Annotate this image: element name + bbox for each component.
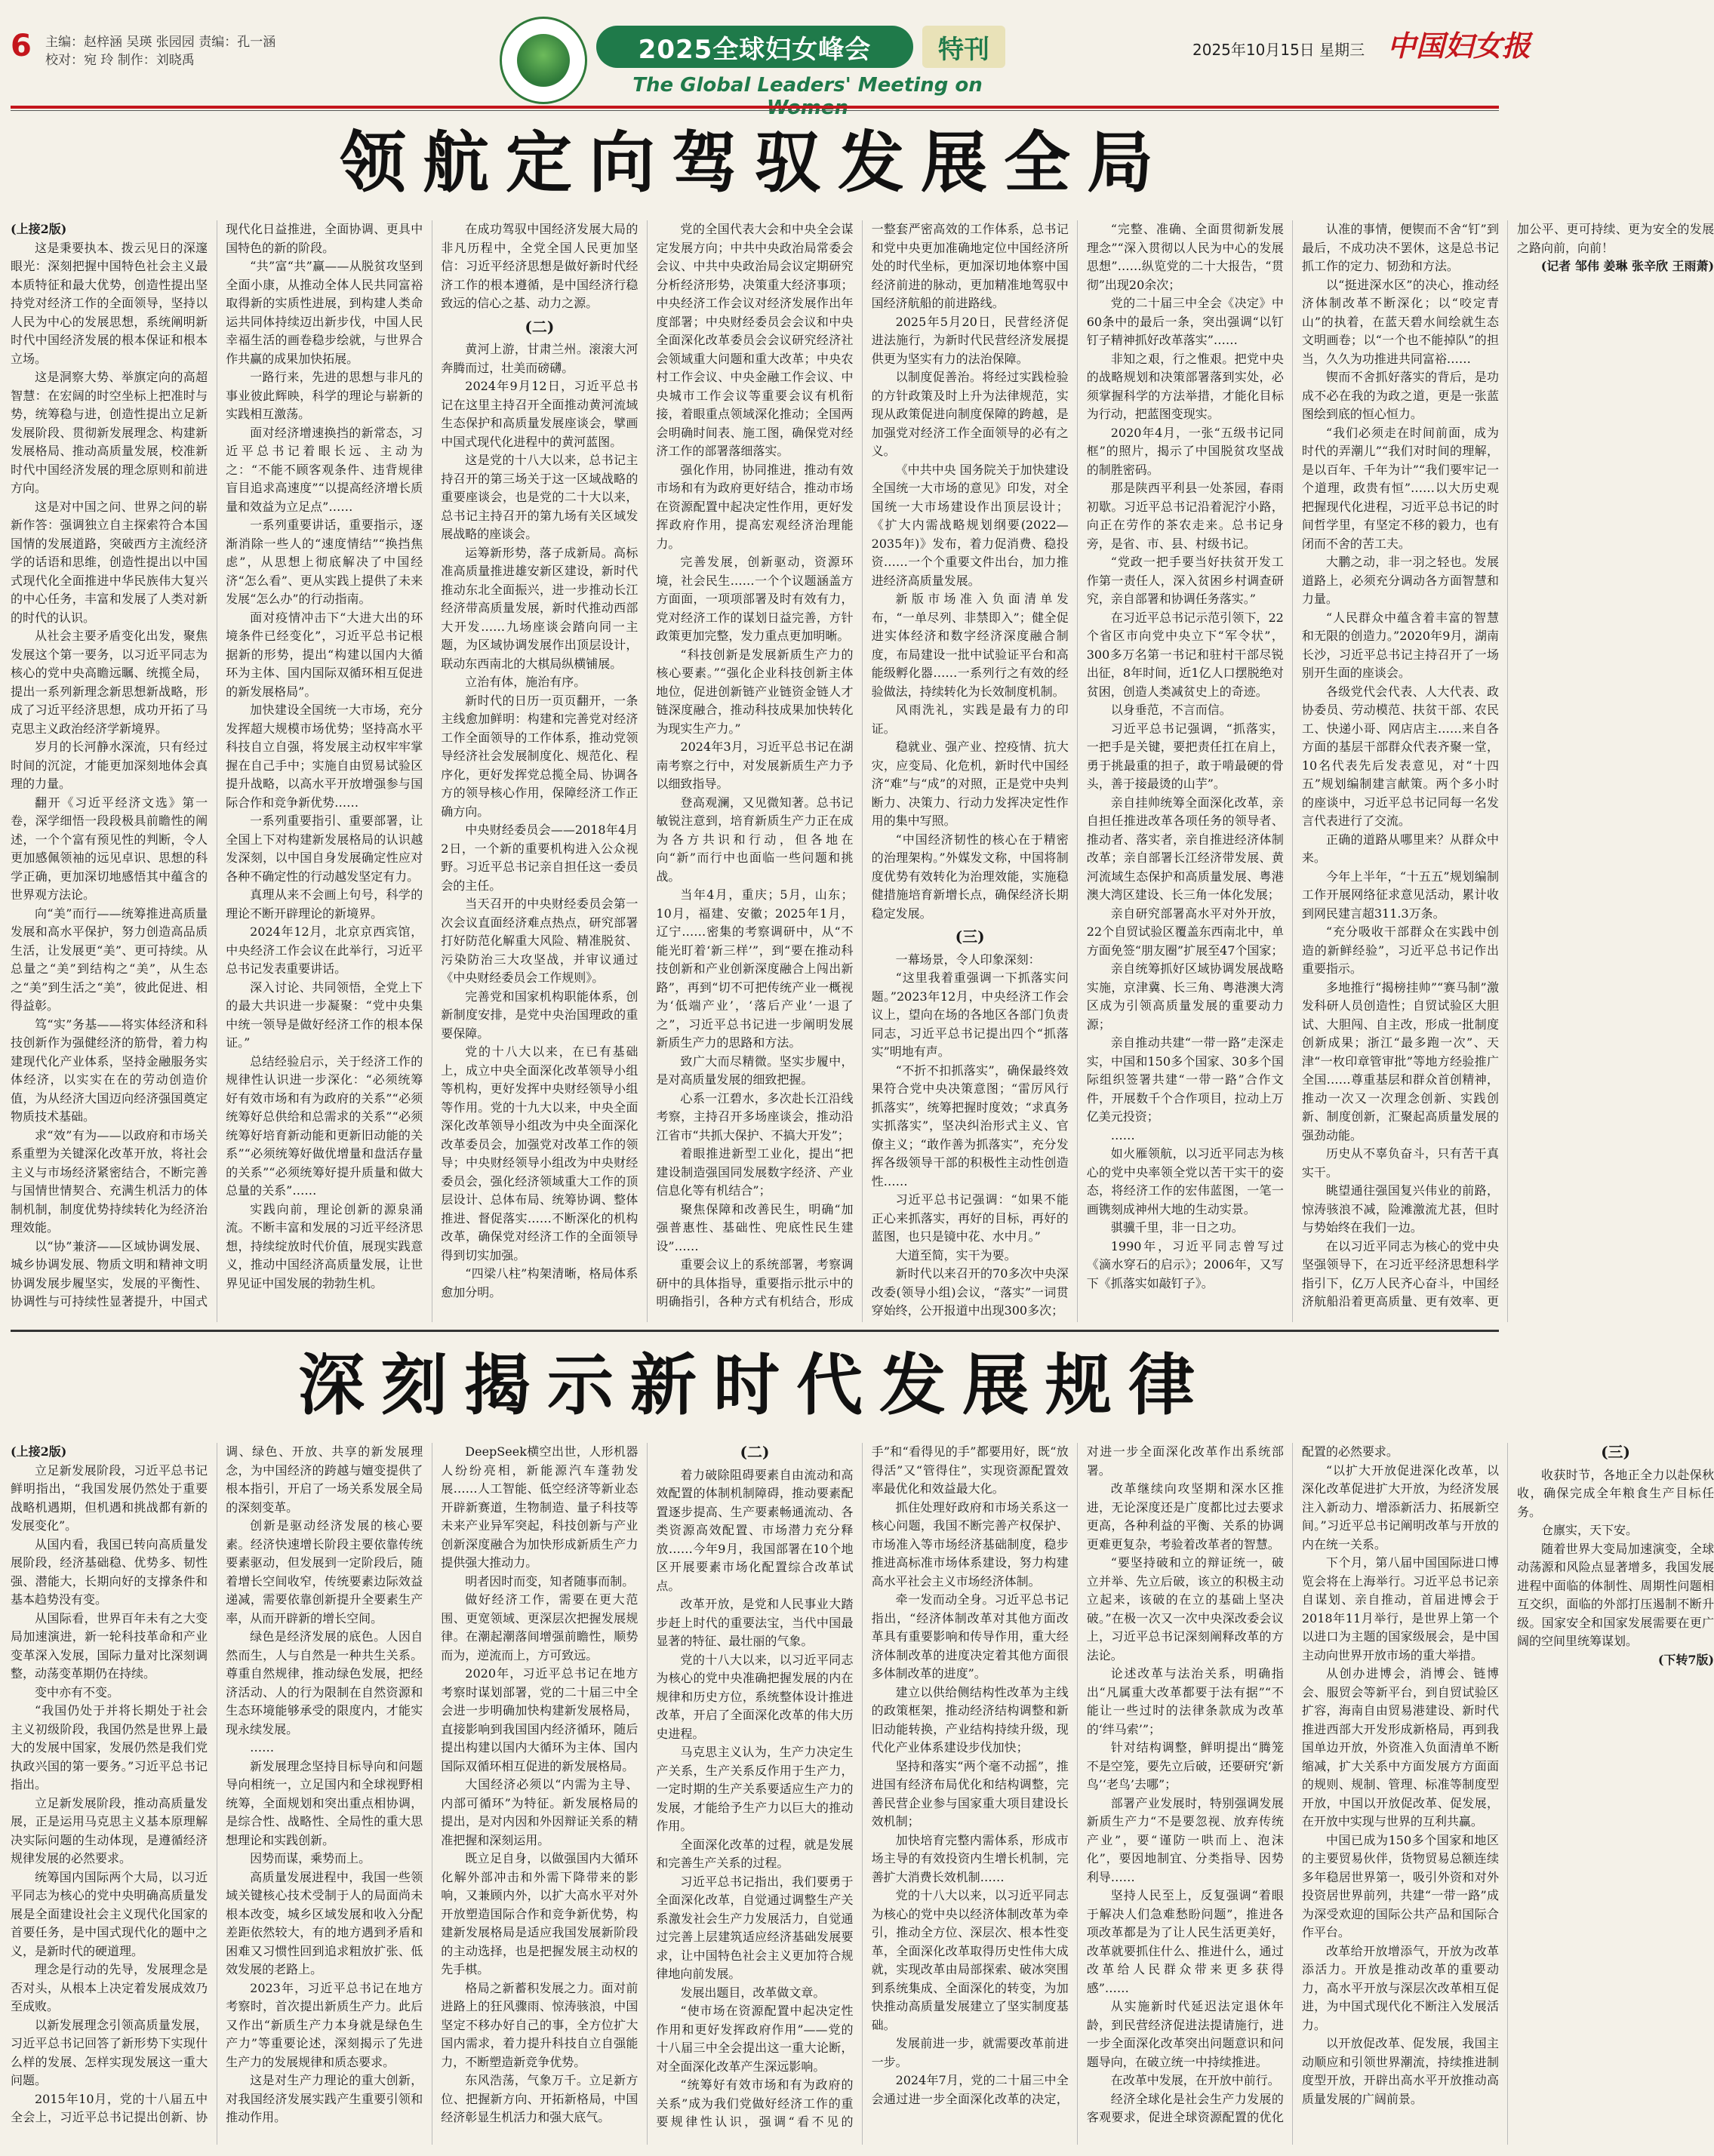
article-paragraph: 高质量发展进程中，我国一些领域关键核心技术受制于人的局面尚未根本改变，城乡区域发展和收入分配差距依然较大，有的地方遇到矛盾和困难又习惯性回到追求粗放扩张、低效发展的老路上。: [226, 1869, 423, 1976]
article-paragraph: 稳就业、强产业、控疫情、抗大灾，应变局、化危机，新时代中国经济“难”与“成”的对照，正是党中央判断力、决策力、行动力发挥决定性作用的集中写照。: [871, 740, 1069, 828]
article-paragraph: 多地推行“揭榜挂帅”“赛马制”激发科研人员创造性；自贸试验区大胆试、大胆闯、自主改，形成一批制度创新成果；浙江“最多跑一次”、天津“一枚印章管审批”等地方经验推广全国……尊重基层和群众首创精神，推动一次又一次理念创新、实践创新、制度创新，汇聚起高质量发展的强劲动能。: [1301, 980, 1499, 1143]
article-paragraph: “不折不扣抓落实”，确保最终效果符合党中央决策意图；“雷厉风行抓落实”，统筹把握时度效；“求真务实抓落实”，坚决纠治形式主义、官僚主义；“敢作善为抓落实”，充分发挥各级领导干部的积极性主动性创造性……: [871, 1063, 1069, 1189]
article-paragraph: 面对经济增速换挡的新常态，习近平总书记着眼长远、主动为之：“不能不顾客观条件、违背规律盲目追求高速度”“以提高经济增长质量和效益为立足点”……: [226, 425, 423, 514]
article-paragraph: 强化作用，协同推进，推动有效市场和有为政府更好结合，推动市场在资源配置中起决定性作用，更好发挥政府作用，提高宏观经济治理能力。: [656, 462, 854, 551]
article-paragraph: 这是秉要执本、拨云见日的深邃眼光：深刻把握中国特色社会主义最本质特征和最大优势，创造性提出坚持党对经济工作的全面领导，坚持以人民为中心的发展思想，系统阐明新时代中国经济发展的根本保证和根本立场。: [11, 240, 208, 366]
header-rule: [11, 106, 1499, 109]
article-paragraph: ……: [1110, 1127, 1135, 1143]
article-paragraph: 明者因时而变，知者随事而制。: [465, 1573, 635, 1589]
article-paragraph: 党的十八大以来，以习近平同志为核心的党中央以经济体制改革为牵引，推动全方位、深层次、根本性变革，全面深化改革取得历史性伟大成就，实现改革由局部探索、破冰突围到系统集成、全面深化的转变，为加快推动高质量发展建立了坚实制度基础。: [871, 1888, 1069, 2032]
article-paragraph: 2025年5月20日，民营经济促进法施行，为新时代民营经济发展提供更为坚实有力的法治保障。: [871, 314, 1069, 366]
article-paragraph: “要坚持破和立的辩证统一，破立并举、先立后破，该立的积极主动立起来，该破的在立的基础上坚决破。”在极一次又一次中央深改委会议上，习近平总书记深刻阐释改革的方法论。: [1086, 1555, 1284, 1662]
section-heading: (二): [740, 1443, 770, 1461]
editor-line-2: 校对：宛 玲 制作：刘晓禹: [45, 53, 195, 68]
header-thin-rule: [11, 110, 1499, 111]
article-paragraph: 《中共中央 国务院关于加快建设全国统一大市场的意见》印发，对全国统一大市场建设作出顶层设计；《扩大内需战略规划纲要(2022—2035年)》发布，着力促消费、稳投资……一个个重要文件出台，加力推进经济高质量发展。: [871, 462, 1069, 588]
article-paragraph: 真理从来不会画上句号，科学的理论不断开辟理论的新境界。: [226, 887, 423, 921]
article-paragraph: ……: [250, 1740, 275, 1755]
article-paragraph: 非知之艰，行之惟艰。把党中央的战略规划和决策部署落到实处，必须掌握科学的方法举措，才能化目标为行动，把蓝图变现实。: [1086, 351, 1284, 421]
article-paragraph: 统筹国内国际两个大局，以习近平同志为核心的党中央明确高质量发展是全面建设社会主义现代化国家的首要任务，是中国式现代化的题中之义，是新时代的硬道理。: [11, 1869, 208, 1958]
article-paragraph: 致广大而尽精微。坚实步履中，是对高质量发展的细致把握。: [656, 1053, 854, 1087]
article-paragraph: (记者 邹伟 姜琳 张辛欣 王雨萧): [1540, 259, 1714, 273]
article-paragraph: 从国内看，我国已转向高质量发展阶段，经济基础稳、优势多、韧性强、潜能大，长期向好的支撑条件和基本趋势没有变。: [11, 1536, 208, 1607]
article-paragraph: 加快培育完整内需体系，形成市场主导的有效投资内生增长机制，完善扩大消费长效机制……: [871, 1832, 1069, 1884]
article-paragraph: 以身垂范，不言而信。: [1110, 703, 1232, 717]
article-paragraph: 格局之新蓄积发展之力。面对前进路上的狂风骤雨、惊涛骇浪，中国坚定不移办好自己的事，全方位扩大国内需求，着力提升科技自立自强能力，不断塑造新竞争优势。: [441, 1980, 639, 2069]
article-paragraph: 2023年，习近平总书记在地方考察时，首次提出新质生产力。此后又作出“新质生产力本身就是绿色生产力”等重要论述，深刻揭示了先进生产力的发展规律和质态要求。: [226, 1980, 423, 2069]
article-paragraph: 习近平总书记强调：“如果不能正心来抓落实，再好的目标，再好的蓝图，也只是镜中花、水中月。”: [871, 1192, 1069, 1244]
article-paragraph: 东风浩荡，气象万千。立足新方位、把握新方向、开拓新格局，中国经济彰显生机活力和强大底气。: [441, 2073, 639, 2124]
article-paragraph: 收获时节，各地正全力以赴保秋收，确保完成全年粮食生产目标任务。: [1516, 1467, 1714, 1519]
section-heading: (二): [525, 317, 555, 336]
article-paragraph: 立足新发展阶段，推动高质量发展，正是运用马克思主义基本原理解决实际问题的生动体现，是遵循经济规律发展的必然要求。: [11, 1795, 208, 1865]
article-paragraph: 党的十八大以来，在已有基础上，成立中央全面深化改革领导小组等机构，更好发挥中央财经领导小组等作用。党的十九大以来，中央全面深化改革领导小组改为中央全面深化改革委员会，加强党对改革工作的领导；中央财经领导小组改为中央财经委员会，强化经济领域重大工作的顶层设计、总体布局、统筹协调、整体推进、督促落实……不断深化的机构改革，确保党对经济工作的全面领导得到切实加强。: [441, 1044, 639, 1263]
editor-credits: [45, 33, 275, 69]
article-paragraph: 中央财经委员会——2018年4月2日，一个新的重要机构进入公众视野。习近平总书记亲自担任这一委员会的主任。: [441, 823, 639, 893]
article-paragraph: 立足新发展阶段，习近平总书记鲜明指出，“我国发展仍然处于重要战略机遇期，但机遇和挑战都有新的发展变化”。: [11, 1462, 208, 1533]
article-paragraph: 风雨洗礼，实践是最有力的印证。: [871, 703, 1069, 736]
article-paragraph: 1990年，习近平同志曾写过《滴水穿石的启示》；2006年，又写下《抓落实如敲钉子》。: [1086, 1238, 1284, 1290]
article-paragraph: 一系列重要指引、重要部署，让全国上下对构建新发展格局的认识越发深刻，以中国自身发展确定性应对各种不确定性的行动越发坚定有力。: [226, 813, 423, 884]
article-paragraph: 着力破除阻碍要素自由流动和高效配置的体制机制障碍，推动要素配置逐步提高、生产要素畅通流动、各类资源高效配置、市场潜力充分释放……今年9月，我国部署在10个地区开展要素市场化配置综合改革试点。: [656, 1467, 854, 1593]
article-paragraph: 大国经济必须以“内需为主导、内部可循环”为特征。新发展格局的提出，是对内因和外因辩证关系的精准把握和深刻运用。: [441, 1777, 639, 1847]
article-paragraph: 运筹新形势，落子成新局。高标准高质量推进雄安新区建设，新时代推动东北全面振兴，进一步推动长江经济带高质量发展，新时代推动西部大开发……九场座谈会踏向同一主题，为区域协调发展作出顶层设计，联动东西南北的大棋局纵横铺展。: [441, 545, 639, 671]
article-paragraph: 亲自统筹抓好区域协调发展战略实施，京津冀、长三角、粤港澳大湾区成为引领高质量发展的重要动力源；: [1086, 961, 1284, 1032]
article-paragraph: 2015年10月，党的十八届五中全会上，习近平总书记提出创新、协调、绿色、开放、共享的新发展理念，为中国经济的跨越与嬗变提供了根本指引，开启了一场关系发展全局的深刻变革。: [11, 1444, 423, 2124]
article-paragraph: 眺望通往强国复兴伟业的前路，惊涛骇浪不减，险滩激流尤甚，但时与势始终在我们一边。: [1301, 1183, 1499, 1235]
editor-line-1: 主编：赵梓涵 吴瑛 张园园 责编：孔一涵: [45, 35, 276, 50]
article-paragraph: 各级党代会代表、人大代表、政协委员、劳动模范、扶贫干部、农民工、快递小哥、网店店主……来自各方面的基层干部群众代表齐聚一堂，10名代表先后发表意见，对“十四五”规划编制建言献策。两个多小时的座谈中，习近平总书记同每一名发言代表进行了交流。: [1301, 684, 1499, 828]
article-paragraph: 新版市场准入负面清单发布，“一单尽列、非禁即入”；健全促进实体经济和数字经济深度融合制度，布局建设一批中试验证平台和高能级孵化器……一系列行之有效的经验做法，持续转化为长效制度机制。: [871, 592, 1069, 699]
article-paragraph: “党政一把手要当好扶贫开发工作第一责任人，深入贫困乡村调查研究，亲自部署和协调任务落实。”: [1086, 555, 1284, 606]
article-paragraph: 以“协”兼济——区域协调发展、城乡协调发展、物质文明和精神文明协调发展步履坚实，发展的平衡性、协调性与可持续性显著提升，中国式现代化日益推进，全面协调、更具中国特色的新的阶段。: [11, 222, 423, 1309]
article-paragraph: “我国仍处于并将长期处于社会主义初级阶段，我国仍然是世界上最大的发展中国家，发展仍然是我们党执政兴国的第一要务。”习近平总书记指出。: [11, 1703, 208, 1792]
article-paragraph: 锲而不舍抓好落实的背后，是功成不必在我的为政之道，更是一张蓝图绘到底的恒心恒力。: [1301, 370, 1499, 421]
summit-english-title: The Global Leaders' Meeting on: [632, 74, 983, 97]
article-paragraph: 以开放促改革、促发展，我国主动顺应和引领世界潮流，持续推进制度型开放，开辟出高水平开放推动高质量发展的广阔前景。: [1301, 2036, 1499, 2106]
article-paragraph: “人民群众中蕴含着丰富的智慧和无限的创造力。”2020年9月，湖南长沙，习近平总书记主持召开了一场别开生面的座谈会。: [1301, 610, 1499, 680]
article-paragraph: 创新是驱动经济发展的核心要素。经济快速增长阶段主要依靠传统要素驱动，但发展到一定阶段后，随着增长空间收窄，传统要素边际效益递减，需要依靠创新提升全要素生产率，从而开辟新的增长空间。: [226, 1518, 423, 1625]
article-paragraph: 党的十八大以来，以习近平同志为核心的党中央准确把握发展的内在规律和历史方位，系统整体设计推进改革，开启了全面深化改革的伟大历史进程。: [656, 1652, 854, 1741]
article-paragraph: “使市场在资源配置中起决定性作用和更好发挥政府作用”——党的十八届三中全会提出这一重大论断，对全面深化改革产生深远影响。: [656, 2004, 854, 2074]
article2-headline: 深刻揭示新时代发展规律: [297, 1346, 1211, 1424]
article-paragraph: 在成功驾驭中国经济发展大局的非凡历程中，全党全国人民更加坚信：习近平经济思想是做好新时代经济工作的根本遵循，是中国经济行稳致远的信心之基、动力之源。: [441, 222, 639, 310]
summit-banner-title: 2025全球妇女峰会: [596, 26, 913, 68]
article-paragraph: DeepSeek横空出世，人形机器人纷纷亮相，新能源汽车蓬勃发展……人工智能、低空经济等新业态开辟新赛道，生物制造、量子科技等未来产业异军突起，科技创新与产业创新深度融合为加快形成新质生产力提供强大推动力。: [441, 1444, 639, 1570]
article-paragraph: 如火雁领航，以习近平同志为核心的党中央率领全党以苦干实干的姿态，将经济工作的宏伟蓝图，一笔一画镌刻成神州大地的生动实景。: [1086, 1146, 1284, 1216]
article2: [11, 1443, 1714, 2145]
article1-headline: 领航定向驾驭发展全局: [339, 123, 1170, 201]
article-paragraph: “这里我着重强调一下抓落实问题。”2023年12月，中央经济工作会议上，望向在场的各地区各部门负责同志，习近平总书记提出四个“抓落实”明地有声。: [871, 970, 1069, 1059]
article-paragraph: 牵一发而动全身。习近平总书记指出，“经济体制改革对其他方面改革具有重要影响和传导作用，重大经济体制改革的进度决定着其他方面很多体制改革的进度”。: [871, 1592, 1069, 1681]
article-paragraph: 改革开放，是党和人民事业大踏步赶上时代的重要法宝，当代中国最显著的特征、最壮丽的气象。: [656, 1597, 854, 1648]
article-paragraph: 既立足自身，以做强国内大循环化解外部冲击和外需下降带来的影响，又兼顾内外，以扩大高水平对外开放塑造国际合作和竞争新优势，构建新发展格局是适应我国发展新阶段的主动选择，也是把握发展主动权的先手棋。: [441, 1851, 639, 1976]
article-paragraph: 一路行来，先进的思想与非凡的事业彼此辉映，科学的理论与崭新的实践相互激荡。: [226, 370, 423, 421]
article-paragraph: 着眼推进新型工业化，提出“把建设制造强国同发展数字经济、产业信息化等有机结合”；: [656, 1146, 854, 1198]
article-paragraph: 当天召开的中央财经委员会第一次会议直面经济难点热点，研究部署打好防范化解重大风险、精准脱贫、污染防治三大攻坚战，并审议通过《中央财经委员会工作规则》。: [441, 897, 639, 985]
article-paragraph: 针对结构调整，鲜明提出“腾笼不是空笼，要先立后破，还要研究‘新鸟’‘老鸟’去哪”；: [1086, 1740, 1284, 1792]
article2-body: [11, 1443, 1714, 2145]
article-paragraph: (下转7版): [1657, 1652, 1714, 1667]
article-paragraph: “我们必须走在时间前面，成为时代的弄潮儿”“我们对时间的理解，是以百年、千年为计”“我们要牢记一个道理，政贵有恒”……以大历史观把握现代化进程，习近平总书记的时间哲学里，有坚定不移的毅力，也有闭而不舍的苦工夫。: [1301, 425, 1499, 551]
article-paragraph: 加快建设全国统一大市场，充分发挥超大规模市场优势；坚持高水平科技自立自强，将发展主动权牢牢掌握在自己手中；实施自由贸易试验区提升战略，以高水平开放增强参与国际合作和竞争新优势……: [226, 703, 423, 810]
issue-date: 2025年10月15日 星期三: [1192, 41, 1365, 59]
article-paragraph: 亲自推动共建“一带一路”走深走实，中国和150多个国家、30多个国际组织签署共建“一带一路”合作文件，开展数千个合作项目，拉动上万亿美元投资；: [1086, 1035, 1284, 1124]
article1-body: [11, 220, 1714, 1322]
summit-logo-icon: [500, 17, 587, 104]
article-paragraph: 全面深化改革的过程，就是发展和完善生产关系的过程。: [656, 1837, 854, 1870]
article-paragraph: 当年4月，重庆；5月，山东；10月，福建、安徽；2025年1月，辽宁……密集的考察调研中，从“不能光盯着‘新三样’”，到“要在推动科技创新和产业创新深度融合上闯出新路”，再到“切不可把传统产业一概视为‘低端产业’，‘落后产业’一退了之”，习近平总书记进一步阐明发展新质生产力的思路和方法。: [656, 887, 854, 1050]
article-paragraph: 党的全国代表大会和中央全会谋定发展方向；中共中央政治局常委会会议、中共中央政治局会议定期研究分析经济形势，决策重大经济事项；中央经济工作会议对经济发展作出年度部署；中央财经委员会会议和中央全面深化改革委员会会议研究经济社会领域重大问题和重大改革；中央农村工作会议、中央金融工作会议、中央城市工作会议等重要会议有机衔接，着眼重点领域深化推动；全国两会明确时间表、施工图，确保党对经济工作的部署落细落实。: [656, 222, 854, 458]
article-paragraph: 一系列重要讲话，重要指示，逐渐消除一些人的“速度情结”“换挡焦虑”，从思想上彻底解决了中国经济“怎么看”、更从实践上提供了未来发展“怎么办”的行动指南。: [226, 518, 423, 606]
article-paragraph: 新时代的日历一页页翻开，一条主线愈加鲜明：构建和完善党对经济工作全面领导的工作体系，推动党领导经济社会发展制度化、规范化、程序化，更好发挥党总揽全局、协调各方的领导核心作用，保障经济工作正确方向。: [441, 693, 639, 819]
article-paragraph: 下个月，第八届中国国际进口博览会将在上海举行。习近平总书记亲自谋划、亲自推动，首届进博会于2018年11月举行，是世界上第一个以进口为主题的国家级展会，是中国主动向世界开放市场的重大举措。: [1301, 1555, 1499, 1662]
article-paragraph: “完整、准确、全面贯彻新发展理念”“深入贯彻以人民为中心的发展思想”……纵览党的二十大报告，“贯彻”出现20余次；: [1086, 222, 1284, 292]
article-paragraph: 立治有体，施治有序。: [465, 675, 586, 689]
article-paragraph: 随着世界大变局加速演变，全球动荡源和风险点显著增多，我国发展进程中面临的体制性、周期性问题相互交织，面临的外部打压遏制不断升级。国家安全和国家发展需要在更广阔的空间里统筹谋划。: [1516, 1541, 1714, 1648]
article-paragraph: 那是陕西平利县一处茶园，春雨初歇。习近平总书记沿着泥泞小路，向正在劳作的茶农走来。总书记身旁，是省、市、县、村级书记。: [1086, 481, 1284, 551]
article-paragraph: 以“挺进深水区”的决心，推动经济体制改革不断深化；以“咬定青山”的执着，在蓝天碧水间绘就生态文明画卷；以“一个也不能掉队”的担当，久久为功推进共同富裕……: [1301, 277, 1499, 366]
special-edition-tag: 特刊: [922, 26, 1005, 68]
article-paragraph: 在改革中发展，在开放中前行。: [1110, 2073, 1280, 2087]
article-paragraph: 仓廪实，天下安。: [1540, 1523, 1638, 1537]
masthead: [0, 0, 1531, 112]
article-paragraph: 抓住处理好政府和市场关系这一核心问题，我国不断完善产权保护、市场准入等市场经济基础制度，稳步推进高标准市场体系建设，努力构建高水平社会主义市场经济体制。: [871, 1499, 1069, 1589]
article-paragraph: 因势而谋，乘势而上。: [250, 1851, 371, 1865]
article-paragraph: 翻开《习近平经济文选》第一卷，深学细悟一段段极具前瞻性的阐述，一个个富有预见性的判断，令人更加感佩领袖的远见卓识、思想的科学正确，更加深切地感悟其中蕴含的世界观方法论。: [11, 795, 208, 902]
article-paragraph: 实践向前，理论创新的源泉涌流。不断丰富和发展的习近平经济思想，持续绽放时代价值，展现实践意义，推动中国经济高质量发展，让世界见证中国发展的勃勃生机。: [226, 1201, 423, 1290]
article-paragraph: 做好经济工作，需要在更大范围、更宽领域、更深层次把握发展规律。在潮起潮落间增强前瞻性，顺势而为，逆流而上，方可致远。: [441, 1592, 639, 1662]
article-paragraph: 从社会主要矛盾变化出发，聚焦发展这个第一要务，以习近平同志为核心的党中央高瞻远瞩、统揽全局，提出一系列新理念新思想新战略，形成了习近平经济思想，成功开拓了马克思主义政治经济学新境界。: [11, 629, 208, 736]
article-paragraph: 笃“实”务基——将实体经济和科技创新作为强健经济的筋骨，着力构建现代化产业体系，坚持金融服务实体经济，以实实在在的劳动创造价值，为从经济大国迈向经济强国奠定物质技术基础。: [11, 1016, 208, 1124]
article-paragraph: 经济全球化是社会生产力发展的客观要求，促进全球资源配置的优化配置的必然要求。: [1086, 1444, 1399, 2124]
article-paragraph: “充分吸收干部群众在实践中创造的新鲜经验”，习近平总书记作出重要指示。: [1301, 924, 1499, 976]
article-paragraph: 部署产业发展时，特别强调发展新质生产力“不是要忽视、放弃传统产业”，要“谨防一哄而上、泡沫化”，要因地制宜、分类指导、因势利导……: [1086, 1795, 1284, 1884]
article-paragraph: 新时代以来召开的70多次中央深改委(领导小组)会议，“落实”一词贯穿始终，公开报道中出现300多次；: [871, 1266, 1069, 1318]
article-paragraph: 求“效”有为——以政府和市场关系重塑为关键深化改革开放，将社会主义与市场经济紧密结合，不断完善与国情世情契合、充满生机活力的体制机制，制度优势持续转化为经济治理效能。: [11, 1127, 208, 1235]
article-paragraph: 以新发展理念引领高质量发展，习近平总书记回答了新形势下实现什么样的发展、怎样实现发展这一重大问题。: [11, 2017, 208, 2087]
article-paragraph: 心系一江碧水，多次赴长江沿线考察，主持召开多场座谈会，推动沿江省市“共抓大保护、不搞大开发”；: [656, 1090, 854, 1143]
article-paragraph: 马克思主义认为，生产力决定生产关系，生产关系反作用于生产力，一定时期的生产关系要适应生产力的发展，才能给予生产力以巨大的推动作用。: [656, 1745, 854, 1833]
section-heading: (三): [955, 927, 985, 946]
article-paragraph: 习近平总书记强调，“抓落实，一把手是关键，要把责任扛在肩上，勇于挑最重的担子，敢于啃最硬的骨头，善于接最烫的山芋”。: [1086, 721, 1284, 791]
article-paragraph: 新发展理念坚持目标导向和问题导向相统一，立足国内和全球视野相统筹，全面规划和突出重点相协调，是综合性、战略性、全局性的重大思想理论和实践创新。: [226, 1758, 423, 1847]
article-paragraph: “中国经济韧性的核心在于精密的治理架构。”外媒发文称，中国将制度优势有效转化为治理效能，实施稳健措施培育新增长点，确保经济长期稳定发展。: [871, 832, 1069, 921]
article-paragraph: 正确的道路从哪里来？从群众中来。: [1301, 832, 1499, 865]
article-paragraph: 变中亦有不变。: [35, 1684, 120, 1699]
article-paragraph: 岁月的长河静水深流，只有经过时间的沉淀，才能更加深刻地体会真理的力量。: [11, 740, 208, 791]
article-paragraph: 2024年3月，习近平总书记在湖南考察之行中，对发展新质生产力予以细致指导。: [656, 740, 854, 791]
article-paragraph: 坚持人民至上，反复强调“着眼于解决人们急难愁盼问题”，推进各项改革都是为了让人民生活更美好，改革就要抓住什么、推进什么，通过改革给人民群众带来更多获得感”……: [1086, 1888, 1284, 1995]
article-paragraph: 建立以供给侧结构性改革为主线的政策框架，推动经济结构调整和新旧动能转换，产业结构持续升级，现代化产业体系建设步伐加快；: [871, 1684, 1069, 1755]
article-paragraph: 2024年7月，党的二十届三中全会通过进一步全面深化改革的决定，对进一步全面深化改革作出系统部署。: [871, 1444, 1284, 2106]
article-paragraph: 绿色是经济发展的底色。人因自然而生，人与自然是一种共生关系。尊重自然规律，推动绿色发展，把经济活动、人的行为限制在自然资源和生态环境能够承受的限度内，才能实现永续发展。: [226, 1629, 423, 1736]
article-paragraph: 发展出题目，改革做文章。: [680, 1985, 826, 2000]
article1: [11, 220, 1714, 1322]
article-paragraph: 完善发展，创新驱动，资源环境，社会民生……一个个议题涵盖方方面面，一项项部署及时有效有力，党对经济工作的谋划日益完善，方针政策更加完整，发力重点更加明晰。: [656, 555, 854, 643]
page-number: 6: [11, 29, 32, 63]
article-paragraph: 从国际看，世界百年未有之大变局加速演进，新一轮科技革命和产业变革深入发展，国际力量对比深刻调整，动荡变革期仍在持续。: [11, 1610, 208, 1681]
article-paragraph: 中国已成为150多个国家和地区的主要贸易伙伴，货物贸易总额连续多年稳居世界第一，吸引外资和对外投资居世界前列，共建“一带一路”成为深受欢迎的国际公共产品和国际合作平台。: [1301, 1832, 1499, 1939]
article-paragraph: 认准的事情，便锲而不舍“钉”到最后，不成功决不罢休，这是总书记抓工作的定力、韧劲和方法。: [1301, 222, 1499, 273]
article-paragraph: 2024年12月，北京京西宾馆，中央经济工作会议在此举行，习近平总书记发表重要讲话。: [226, 924, 423, 976]
article-paragraph: 大鹏之动，非一羽之轻也。发展道路上，必须充分调动各方面智慧和力量。: [1301, 555, 1499, 606]
article-paragraph: 改革继续向攻坚期和深水区推进，无论深度还是广度都比过去要求更高，各种利益的平衡、关系的协调更难更复杂，考验着改革者的智慧。: [1086, 1481, 1284, 1552]
article-paragraph: 以制度促善治。将经过实践检验的方针政策及时上升为法律规范，实现从政策促进向制度保障的跨越，是加强党对经济工作全面领导的必有之义。: [871, 370, 1069, 458]
article-paragraph: 2020年，习近平总书记在地方考察时谋划部署，党的二十届三中全会进一步明确加快构建新发展格局，直接影响到我国国内经济循环，随后提出构建以国内大循环为主体、国内国际双循环相互促进的新发展格局。: [441, 1666, 639, 1773]
article-paragraph: 历史从不辜负奋斗，只有苦干真实干。: [1301, 1146, 1499, 1179]
article-paragraph: 党的二十届三中全会《决定》中60条中的最后一条，突出强调“以钉钉子精神抓好改革落实”……: [1086, 296, 1284, 347]
article-paragraph: 在习近平总书记示范引领下，22个省区市向党中央立下“军令状”，300多万名第一书记和驻村干部尽锐出征，8年时间，近1亿人口摆脱绝对贫困，创造人类减贫史上的奇迹。: [1086, 610, 1284, 699]
article-paragraph: 这是对生产力理论的重大创新，对我国经济发展实践产生重要引领和推动作用。: [226, 2073, 423, 2124]
article-paragraph: 2020年4月，一张“五级书记同框”的照片，揭示了中国脱贫攻坚战的制胜密码。: [1086, 425, 1284, 477]
article-paragraph: 深入讨论、共同领悟，全党上下的最大共识进一步凝聚：“党中央集中统一领导是做好经济工作的根本保证。”: [226, 980, 423, 1050]
article-paragraph: 在以习近平同志为核心的党中央坚强领导下，在习近平经济思想科学指引下，亿万人民齐心奋斗，中国经济航船沿着更高质量、更有效率、更加公平、更可持续、更为安全的发展之路向前，向前！: [1301, 222, 1714, 1309]
article-paragraph: 面对疫情冲击下“大进大出的环境条件已经变化”，习近平总书记根据新的形势，提出“构建以国内大循环为主体、国内国际双循环相互促进的新发展格局”。: [226, 610, 423, 699]
article-paragraph: 这是洞察大势、举旗定向的高超智慧：在宏阔的时空坐标上把准时与势，统筹稳与进，创造性提出立足新发展阶段、贯彻新发展理念、构建新发展格局、推动高质量发展，校准新时代中国经济发展的理念原则和前进方向。: [11, 370, 208, 495]
article-paragraph: 坚持和落实“两个毫不动摇”，推进国有经济布局优化和结构调整，完善民营企业参与国家重大项目建设长效机制；: [871, 1758, 1069, 1828]
article-paragraph: 习近平总书记指出，我们要勇于全面深化改革，自觉通过调整生产关系激发社会生产力发展活力，自觉通过完善上层建筑适应经济基础发展要求，让中国特色社会主义更加符合规律地向前发展。: [656, 1874, 854, 1981]
article-paragraph: 理念是行动的先导，发展理念是否对头，从根本上决定着发展成效乃至成败。: [11, 1962, 208, 2013]
article-paragraph: 登高观澜，又见微知著。总书记敏锐注意到，培育新质生产力正在成为各方共识和行动，但各地在向“新”而行中也面临一些问题和挑战。: [656, 795, 854, 884]
article-paragraph: 2024年9月12日，习近平总书记在这里主持召开全面推动黄河流域生态保护和高质量发展座谈会，擘画中国式现代化进程中的黄河蓝图。: [441, 379, 639, 449]
article-paragraph: 这是对中国之问、世界之问的崭新作答：强调独立自主探索符合本国国情的发展道路，突破西方主流经济学的话语和思维，创造性提出以中国式现代化全面推进中华民族伟大复兴的中心任务，丰富和发展了人类对新的时代的认识。: [11, 499, 208, 625]
article-paragraph: “共”富“共”赢——从脱贫攻坚到全面小康，从推动全体人民共同富裕取得新的实质性进展，到构建人类命运共同体持续迈出新步伐，中国人民幸福生活的画卷稳步绘就，与世界合作共赢的成果加快拓展。: [226, 259, 423, 366]
article-paragraph: “以扩大开放促进深化改革，以深化改革促进扩大开放，为经济发展注入新动力、增添新活力、拓展新空间。”习近平总书记阐明改革与开放的内在统一关系。: [1301, 1462, 1499, 1552]
article-paragraph: 论述改革与法治关系，明确指出“凡属重大改革都要于法有据”“不能让一些过时的法律条款成为改革的‘绊马索’”；: [1086, 1666, 1284, 1736]
article-paragraph: 完善党和国家机构职能体系，创新制度安排，是党中央治国理政的重要保障。: [441, 989, 639, 1041]
article-paragraph: (上接2版): [11, 222, 67, 236]
article-paragraph: 大道至简，实干为要。: [895, 1247, 1017, 1263]
article-paragraph: “科技创新是发展新质生产力的核心要素。”“强化企业科技创新主体地位，促进创新链产业链资金链人才链深度融合，推动科技成果加快转化为现实生产力。”: [656, 647, 854, 736]
newspaper-brand-logo: 中国妇女报: [1387, 29, 1531, 63]
article-paragraph: 向“美”而行——统筹推进高质量发展和高水平保护，努力创造高品质生活，让发展更“美”、更可持续。从总量之“美”到结构之“美”，从生态之“美”到生活之“美”，彼此促进、相得益彰。: [11, 906, 208, 1013]
article-paragraph: 改革给开放增添气，开放为改革添活力。开放是推动改革的重要动力，高水平开放与深层次改革相互促进，为中国式现代化不断注入发展活力。: [1301, 1943, 1499, 2032]
section-heading: (三): [1601, 1443, 1631, 1461]
article-paragraph: 黄河上游，甘肃兰州。滚滚大河奔腾而过，壮美而磅礴。: [441, 342, 639, 375]
section-divider: [11, 1330, 1499, 1332]
article-paragraph: “四梁八柱”构架清晰，格局体系愈加分明。: [441, 1266, 639, 1299]
article-paragraph: 亲自挂帅统筹全面深化改革，亲自担任推进改革各项任务的领导者、推动者、落实者，亲自推进经济体制改革；亲自部署长江经济带发展、黄河流域生态保护和高质量发展、粤港澳大湾区建设、长三角一体化发展；: [1086, 795, 1284, 902]
article-paragraph: “统筹好有效市场和有为政府的关系”成为我们党做好经济工作的重要规律性认识，强调“看不见的手”和“看得见的手”都要用好，既“放得活”又“管得住”，实现资源配置效率最优化和效益最大化。: [656, 1444, 1069, 2129]
article-paragraph: 一幕场景，令人印象深刻：: [895, 952, 1041, 967]
article-paragraph: 这是党的十八大以来，总书记主持召开的第三场关于这一区域战略的重要座谈会，也是党的二十大以来，总书记主持召开的第九场有关区域发展战略的座谈会。: [441, 453, 639, 541]
article-paragraph: 今年上半年，“十五五”规划编制工作开展网络征求意见活动，累计收到网民建言超311.3万条。: [1301, 869, 1499, 921]
article-paragraph: 重要会议上的系统部署，考察调研中的具体指导，重要指示批示中的明确指引，各种方式有机结合，形成一整套严密高效的工作体系，总书记和党中央更加准确地定位中国经济所处的时代坐标，更加深切地体察中国经济前进的脉动，更加精准地驾驭中国经济航船的前进路线。: [656, 222, 1069, 1309]
article-paragraph: 从实施新时代延迟法定退休年龄，到民营经济促进法提请施行，进一步全面深化改革突出问题意识和问题导向，在破立统一中持续推进。: [1086, 1999, 1284, 2069]
article-paragraph: 从创办进博会，消博会、链博会、服贸会等新平台，到自贸试验区扩容，海南自由贸易港建设、新时代推进西部大开发形成新格局，再到我国单边开放，外资准入负面清单不断缩减，扩大关系中方面发展方方面面的规则、规制、管理、标准等制度型开放，中国以开放促改革、促发展，在开放中实现与世界的互利共赢。: [1301, 1666, 1499, 1828]
article-paragraph: 亲自研究部署高水平对外开放，22个自贸试验区覆盖东西南北中，单方面免签“朋友圈”扩展至47个国家；: [1086, 906, 1284, 958]
article-paragraph: 发展前进一步，就需要改革前进一步。: [871, 2036, 1069, 2069]
article-paragraph: (上接2版): [11, 1444, 67, 1459]
article-paragraph: 骐骥千里，非一日之功。: [1110, 1220, 1244, 1235]
article-paragraph: 聚焦保障和改善民生，明确“加强普惠性、基础性、兜底性民生建设”……: [656, 1201, 854, 1253]
article-paragraph: 总结经验启示，关于经济工作的规律性认识进一步深化：“必须统筹好有效市场和有为政府的关系”“必须统筹好总供给和总需求的关系”“必须统筹好培育新动能和更新旧动能的关系”“必须统筹好做优增量和盘活存量的关系”“必须统筹好提升质量和做大总量的关系”……: [226, 1053, 423, 1198]
